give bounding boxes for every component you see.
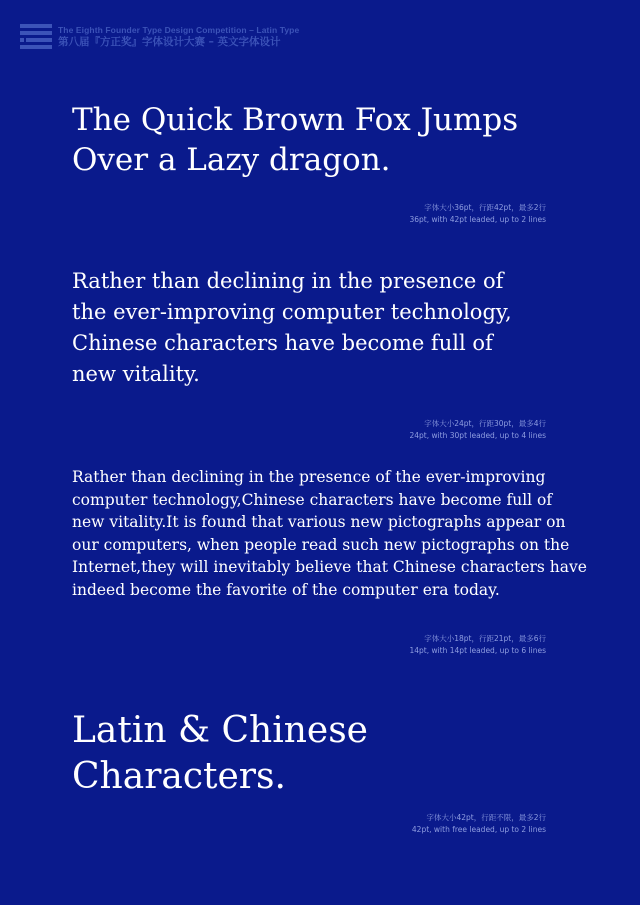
sample-line: new vitality.It is found that various new pictographs appear on bbox=[72, 513, 566, 531]
spec-note-36pt bbox=[409, 202, 546, 226]
spec-zh: 字体大小42pt，行距不限，最多2行 bbox=[426, 813, 546, 822]
competition-title-en: The Eighth Founder Type Design Competition – Latin Type bbox=[58, 25, 300, 36]
spec-zh: 字体大小24pt，行距30pt，最多4行 bbox=[424, 419, 546, 428]
sample-line: our computers, when people read such new pictographs on the bbox=[72, 535, 570, 554]
spec-en: 24pt, with 30pt leaded, up to 4 lines bbox=[409, 431, 546, 440]
stacked-bars-logo-icon bbox=[20, 24, 52, 50]
sample-line: Over a Lazy dragon. bbox=[72, 142, 391, 178]
sample-line: Rather than declining in the presence of the ever-improving bbox=[72, 468, 546, 486]
spec-en: 14pt, with 14pt leaded, up to 6 lines bbox=[409, 646, 546, 655]
spec-en: 36pt, with 42pt leaded, up to 2 lines bbox=[409, 215, 546, 224]
sample-line: indeed become the favorite of the computer era today. bbox=[72, 580, 500, 599]
competition-title-zh: 第八届『方正奖』字体设计大赛 – 英文字体设计 bbox=[58, 35, 281, 48]
sample-line: Rather than declining in the presence of bbox=[72, 269, 504, 293]
sample-36pt bbox=[72, 100, 572, 180]
sample-24pt bbox=[72, 266, 552, 390]
sample-line: Latin & Chinese bbox=[72, 710, 368, 751]
spec-en: 42pt, with free leaded, up to 2 lines bbox=[411, 825, 546, 834]
sample-line: new vitality. bbox=[72, 362, 200, 386]
sample-line: the ever-improving computer technology, bbox=[72, 300, 512, 324]
sample-line: computer technology,Chinese characters have become full of bbox=[72, 490, 553, 509]
spec-zh: 字体大小36pt，行距42pt，最多2行 bbox=[424, 203, 546, 212]
spec-note-42pt bbox=[412, 812, 546, 836]
sample-42pt bbox=[72, 708, 572, 800]
sample-line: Chinese characters have become full of bbox=[72, 331, 493, 355]
sample-line: Internet,they will inevitably believe that Chinese characters have bbox=[72, 558, 587, 576]
header bbox=[20, 24, 299, 50]
spec-note-18pt bbox=[409, 633, 546, 657]
spec-note-24pt bbox=[409, 418, 546, 442]
sample-line: Characters. bbox=[72, 756, 286, 797]
sample-line: The Quick Brown Fox Jumps bbox=[72, 102, 519, 138]
sample-18pt bbox=[72, 466, 592, 601]
spec-zh: 字体大小18pt，行距21pt，最多6行 bbox=[424, 634, 546, 643]
